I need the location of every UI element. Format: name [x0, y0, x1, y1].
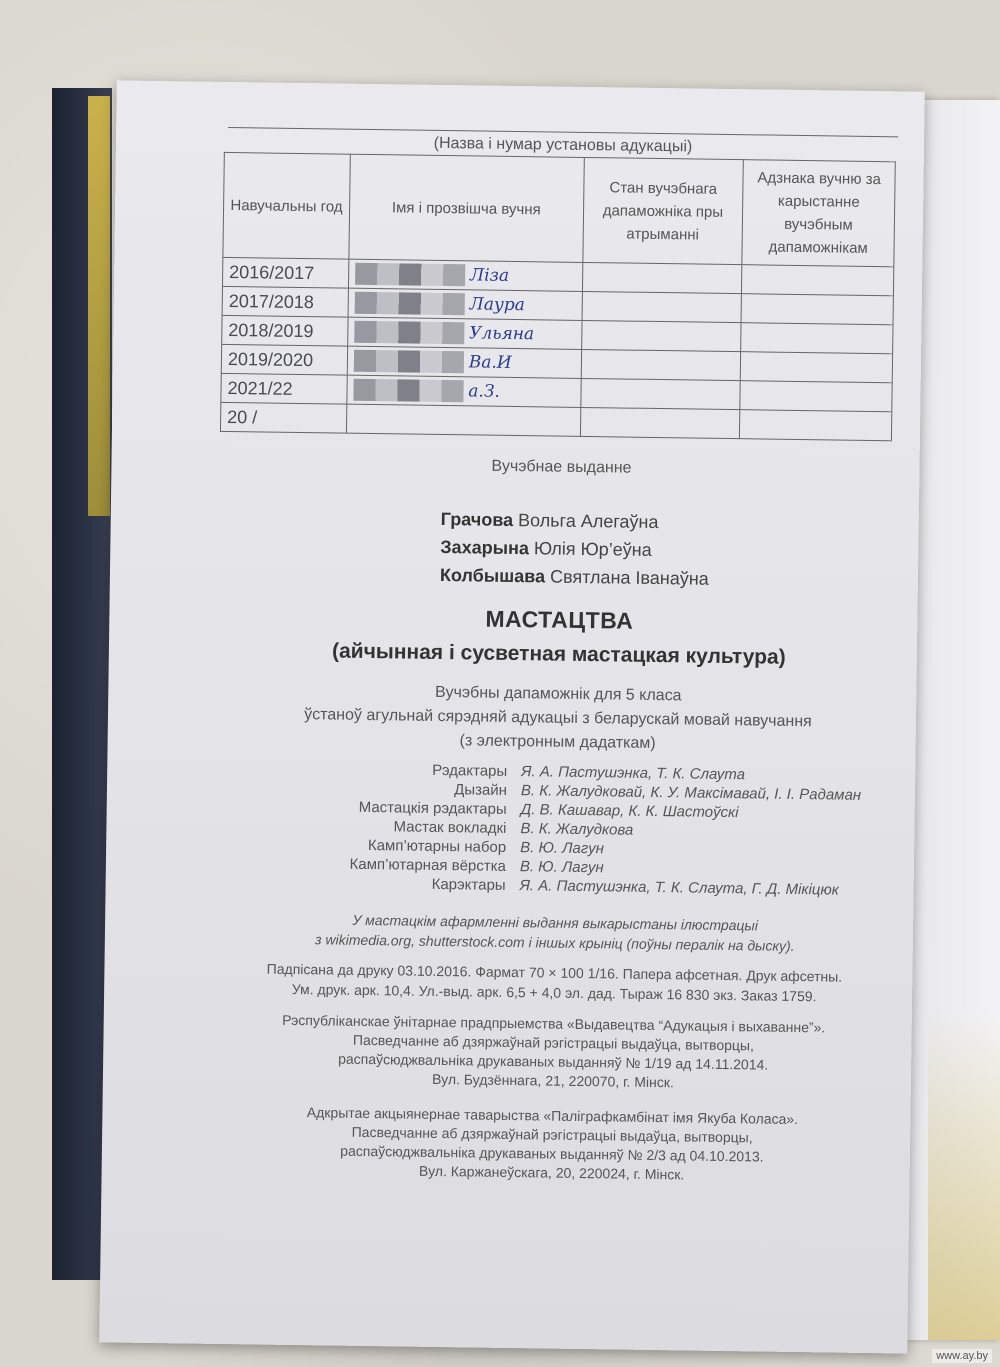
author-surname: Грачова: [440, 508, 514, 530]
credit-role: Рэдактары: [432, 761, 508, 780]
credits-list: [286, 759, 862, 900]
credit-name: В. К. Жалудкова: [520, 820, 634, 839]
redacted-blur: [354, 292, 464, 316]
publisher-line: Пасведчанне аб дзяржаўнай рэгістрацыі выдаўца, вытворцы,: [352, 1031, 755, 1054]
printer-line: Адкрытае акцыянернае таварыства «Паліграфкамбінат імя Якуба Коласа».: [306, 1104, 799, 1128]
credit-name: Я. А. Пастушэнка, Т. К. Слаута, Г. Д. Мікіцюк: [519, 877, 839, 899]
credit-role: Дызайн: [454, 781, 508, 799]
handwritten-name: а.З.: [468, 381, 501, 402]
grade-cell: [741, 323, 893, 354]
description-line: Вучэбны дапаможнік для 5 класа: [434, 683, 682, 705]
print-line: Падпісана да друку 03.10.2016. Фармат 70 × 100 1/16. Папера афсетная. Друк афсетны.: [266, 960, 843, 985]
print-line: Ум. друк. арк. 10,4. Ул.-выд. арк. 6,5 + 4,0 эл. дад. Тыраж 16 830 экз. Заказ 1759.: [291, 980, 817, 1005]
book-description: [208, 678, 909, 760]
handwritten-name: Ульяна: [469, 323, 535, 345]
author-given-name: Вольга Алегаўна: [518, 510, 659, 533]
printer-line: Пасведчанне аб дзяржаўнай рэгістрацыі выдаўца, вытворцы,: [351, 1123, 753, 1146]
title-page: [99, 80, 925, 1353]
institution-caption: (Назва і нумар установы адукацыі): [433, 134, 693, 156]
redacted-blur: [355, 263, 465, 287]
credit-name: Д. В. Кашавар, К. К. Шастоўскі: [520, 801, 739, 822]
book-cover-gold-strip: [88, 96, 110, 516]
textbook-usage-table: [220, 152, 896, 441]
author-list: [440, 505, 710, 593]
credit-role: Карэктары: [431, 875, 506, 894]
edition-label: Вучэбнае выданне: [491, 457, 632, 477]
description-line: (з электронным дадаткам): [459, 732, 656, 753]
handwritten-name: Лаура: [469, 294, 525, 316]
author-entry: [441, 505, 710, 537]
publisher-info: [203, 1010, 904, 1096]
note-line: з wikimedia.org, shutterstock.com і іншых крыніц (поўны пералік на дыску).: [314, 931, 795, 954]
header-student-name: Імя і прозвішча вучня: [349, 154, 584, 262]
grade-cell: [740, 381, 892, 412]
condition-cell: [580, 378, 740, 409]
name-cell: [346, 404, 580, 436]
name-cell: [348, 288, 582, 320]
author-surname: Захарына: [440, 536, 530, 559]
print-info: [204, 958, 904, 1008]
header-condition-received: Стан вучэбнага дапаможніка пры атрыманні: [582, 157, 743, 264]
condition-cell: [580, 407, 740, 438]
grade-cell: [740, 410, 892, 441]
book-subtitle: (айчынная і сусветная мастацкая культура): [331, 639, 786, 669]
handwritten-name: Ва.И: [468, 352, 512, 373]
author-given-name: Юлія Юр’еўна: [533, 538, 652, 560]
credit-role: Камп’ютарная вёрстка: [349, 855, 507, 875]
year-cell: 2016/2017: [222, 257, 348, 288]
condition-cell: [581, 320, 741, 351]
redacted-blur: [354, 350, 464, 374]
author-entry: [440, 561, 709, 593]
publisher-line: распаўсюджвальніка друкаваных выданняў № 1/19 ад 14.11.2014.: [338, 1050, 769, 1073]
author-surname: Колбышава: [439, 564, 546, 587]
name-cell: [348, 259, 582, 291]
condition-cell: [582, 262, 742, 293]
credit-name: В. Ю. Лагун: [520, 839, 605, 858]
credit-name: Я. А. Пастушэнка, Т. К. Слаута: [521, 763, 746, 784]
handwritten-name: Ліза: [469, 265, 510, 286]
redacted-blur: [354, 321, 464, 345]
grade-cell: [740, 352, 892, 383]
header-school-year: Навучальны год: [223, 152, 350, 259]
printer-info: [202, 1102, 903, 1188]
credit-name: В. Ю. Лагун: [519, 858, 604, 877]
grade-cell: [741, 294, 893, 325]
condition-cell: [582, 291, 742, 322]
name-cell: [347, 346, 581, 378]
header-usage-grade: Адзнака вучню за карыстанне вучэбным дапаможнікам: [742, 160, 895, 267]
description-line: ўстаноў агульнай сярэдняй адукацыі з беларускай мовай навучання: [304, 706, 812, 731]
right-page-cover-tint: [928, 1010, 1000, 1340]
author-given-name: Святлана Іванаўна: [549, 566, 709, 589]
credit-role: Камп’ютарны набор: [367, 837, 507, 856]
condition-cell: [581, 349, 741, 380]
redacted-blur: [353, 379, 463, 403]
publisher-line: Вул. Будзённага, 21, 220070, г. Мінск.: [431, 1070, 674, 1091]
year-cell: 20 /: [220, 402, 346, 433]
site-watermark: www.ay.by: [932, 1349, 992, 1363]
printer-line: распаўсюджвальніка друкаваных выданняў № 2/3 ад 04.10.2013.: [340, 1142, 764, 1165]
table-header-row: [223, 152, 895, 266]
printer-line: Вул. Каржанеўскага, 20, 220024, г. Мінск.: [418, 1162, 685, 1183]
publisher-line: Рэспубліканскае ўнітарнае прадпрыемства «Выдавецтва “Адукацыя і выхаванне”».: [282, 1011, 826, 1036]
credit-role: Мастак вокладкі: [393, 818, 507, 837]
illustrations-note: [205, 908, 905, 958]
name-cell: [347, 375, 581, 407]
credit-role: Мастацкія рэдактары: [358, 798, 507, 818]
name-cell: [347, 317, 581, 349]
year-cell: 2018/2019: [222, 315, 348, 346]
year-cell: 2019/2020: [221, 344, 347, 375]
year-cell: 2021/22: [221, 373, 347, 404]
credit-name: В. К. Жалудковай, К. У. Максімавай, І. І. Радаман: [520, 782, 862, 804]
grade-cell: [742, 265, 894, 296]
year-cell: 2017/2018: [222, 286, 348, 317]
book-title: МАСТАЦТВА: [485, 605, 634, 634]
note-line: У мастацкім афармленні выдання выкарыстаны ілюстрацыі: [352, 911, 758, 934]
author-entry: [440, 533, 709, 565]
